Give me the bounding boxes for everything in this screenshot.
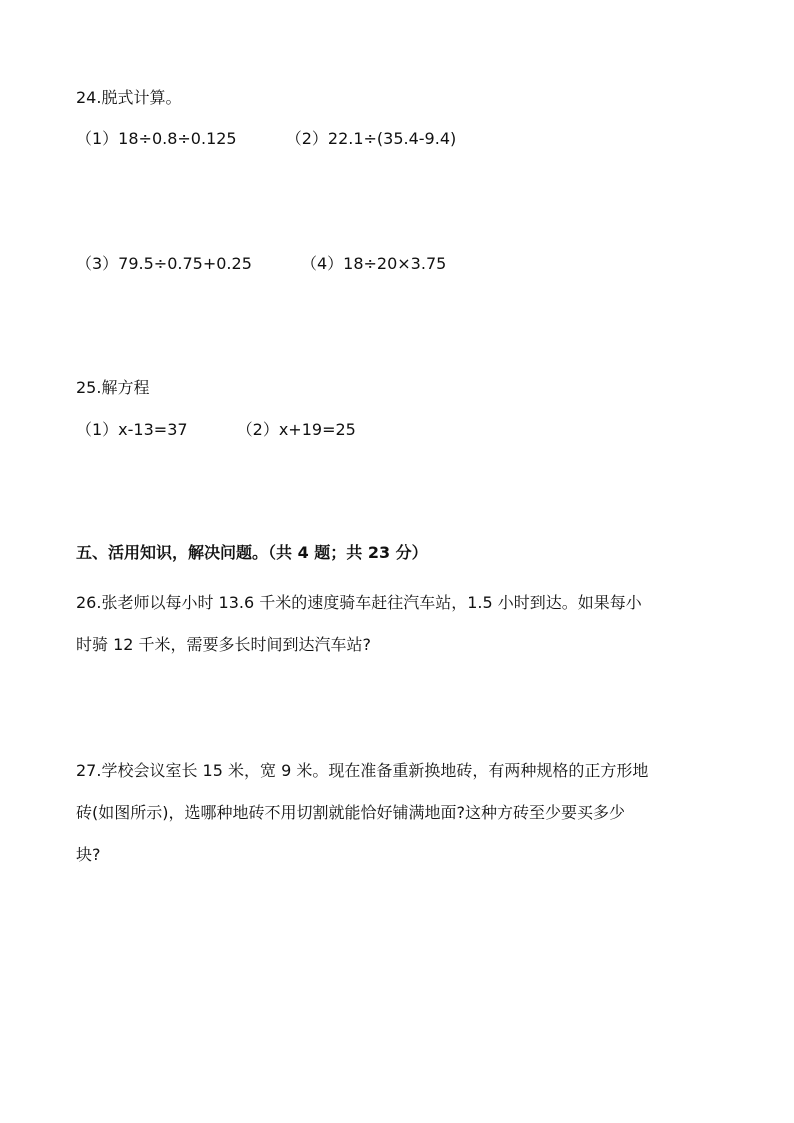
question-25-row (76, 422, 356, 438)
question-25-title: 25.解方程 (76, 378, 150, 397)
q24-part-3: （3）79.5÷0.75+0.25 (76, 254, 252, 273)
question-27-line-2: 砖(如图所示)，选哪种地砖不用切割就能恰好铺满地面?这种方砖至少要买多少 (76, 803, 625, 822)
question-26-line-1: 26.张老师以每小时 13.6 千米的速度骑车赶往汽车站，1.5 小时到达。如果每小 (76, 593, 642, 612)
q24-part-1: （1）18÷0.8÷0.125 (76, 129, 237, 148)
section-5-heading: 五、活用知识，解决问题。（共 4 题；共 23 分） (76, 543, 428, 562)
question-24-row-2 (76, 256, 446, 272)
question-27-line-1: 27.学校会议室长 15 米，宽 9 米。现在准备重新换地砖，有两种规格的正方形地 (76, 761, 649, 780)
question-26-line-2: 时骑 12 千米，需要多长时间到达汽车站? (76, 635, 372, 654)
question-26 (76, 582, 720, 666)
question-24-row-1 (76, 131, 456, 147)
q25-part-1: （1）x-13=37 (76, 420, 188, 439)
question-27 (76, 750, 720, 876)
q24-part-2: （2）22.1÷(35.4-9.4) (285, 129, 457, 148)
q24-part-4: （4）18÷20×3.75 (300, 254, 447, 273)
question-24-title: 24.脱式计算。 (76, 88, 182, 107)
question-27-line-3: 块? (76, 845, 101, 864)
q25-part-2: （2）x+19=25 (236, 420, 356, 439)
